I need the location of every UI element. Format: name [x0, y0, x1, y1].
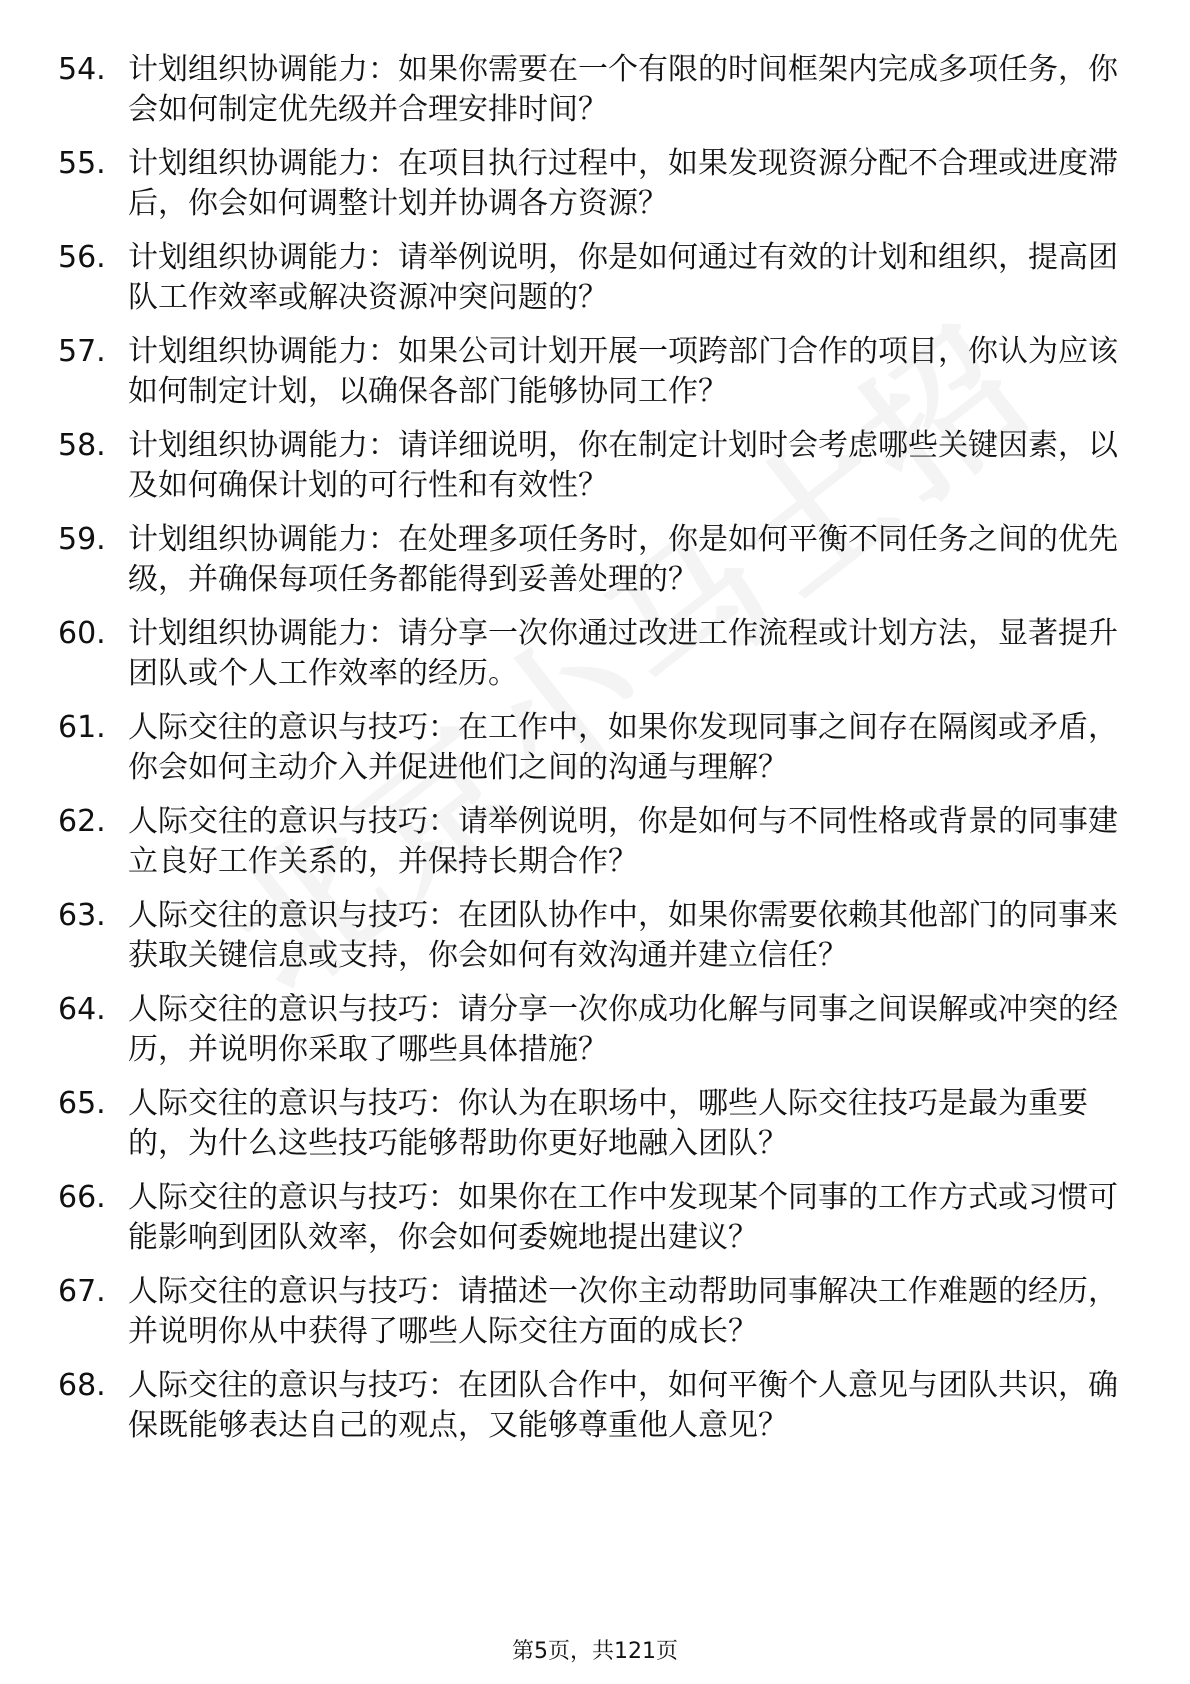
question-number: 55. [58, 146, 106, 181]
question-item [58, 990, 1118, 1070]
question-number: 67. [58, 1274, 106, 1309]
question-item [58, 426, 1118, 506]
question-text: 计划组织协调能力：在项目执行过程中，如果发现资源分配不合理或进度滞后，你会如何调整计划并协调各方资源？ [128, 146, 1118, 221]
question-item [58, 144, 1118, 224]
question-text: 人际交往的意识与技巧：请举例说明，你是如何与不同性格或背景的同事建立良好工作关系的，并保持长期合作？ [128, 804, 1118, 879]
question-number: 63. [58, 898, 106, 933]
question-item [58, 520, 1118, 600]
question-item [58, 50, 1118, 130]
question-number: 58. [58, 428, 106, 463]
question-text: 计划组织协调能力：如果公司计划开展一项跨部门合作的项目，你认为应该如何制定计划，以确保各部门能够协同工作？ [128, 334, 1118, 409]
question-item [58, 614, 1118, 694]
question-item [58, 802, 1118, 882]
question-item [58, 708, 1118, 788]
question-number: 59. [58, 522, 106, 557]
question-item [58, 238, 1118, 318]
question-number: 64. [58, 992, 106, 1027]
question-list [58, 50, 1118, 1460]
question-number: 56. [58, 240, 106, 275]
question-text: 人际交往的意识与技巧：你认为在职场中，哪些人际交往技巧是最为重要的，为什么这些技巧能够帮助你更好地融入团队？ [128, 1086, 1088, 1161]
question-text: 人际交往的意识与技巧：在团队协作中，如果你需要依赖其他部门的同事来获取关键信息或支持，你会如何有效沟通并建立信任？ [128, 898, 1118, 973]
question-text: 人际交往的意识与技巧：请描述一次你主动帮助同事解决工作难题的经历，并说明你从中获得了哪些人际交往方面的成长？ [128, 1274, 1118, 1349]
question-number: 61. [58, 710, 106, 745]
question-text: 计划组织协调能力：请分享一次你通过改进工作流程或计划方法，显著提升团队或个人工作效率的经历。 [128, 616, 1118, 691]
question-number: 68. [58, 1368, 106, 1403]
question-item [58, 332, 1118, 412]
question-number: 54. [58, 52, 106, 87]
question-item [58, 1366, 1118, 1446]
question-text: 人际交往的意识与技巧：如果你在工作中发现某个同事的工作方式或习惯可能影响到团队效率，你会如何委婉地提出建议？ [128, 1180, 1118, 1255]
question-item [58, 1272, 1118, 1352]
question-text: 计划组织协调能力：请详细说明，你在制定计划时会考虑哪些关键因素，以及如何确保计划的可行性和有效性？ [128, 428, 1118, 503]
question-text: 计划组织协调能力：请举例说明，你是如何通过有效的计划和组织，提高团队工作效率或解决资源冲突问题的？ [128, 240, 1118, 315]
question-number: 60. [58, 616, 106, 651]
question-text: 人际交往的意识与技巧：在工作中，如果你发现同事之间存在隔阂或矛盾，你会如何主动介入并促进他们之间的沟通与理解？ [128, 710, 1118, 785]
question-text: 计划组织协调能力：在处理多项任务时，你是如何平衡不同任务之间的优先级，并确保每项任务都能得到妥善处理的？ [128, 522, 1118, 597]
question-number: 62. [58, 804, 106, 839]
question-item [58, 896, 1118, 976]
question-text: 人际交往的意识与技巧：在团队合作中，如何平衡个人意见与团队共识，确保既能够表达自己的观点，又能够尊重他人意见？ [128, 1368, 1118, 1443]
question-item [58, 1084, 1118, 1164]
page-footer: 第5页，共121页 [512, 1639, 678, 1664]
question-number: 66. [58, 1180, 106, 1215]
question-text: 人际交往的意识与技巧：请分享一次你成功化解与同事之间误解或冲突的经历，并说明你采取了哪些具体措施？ [128, 992, 1118, 1067]
question-number: 65. [58, 1086, 106, 1121]
question-item [58, 1178, 1118, 1258]
question-number: 57. [58, 334, 106, 369]
question-text: 计划组织协调能力：如果你需要在一个有限的时间框架内完成多项任务，你会如何制定优先级并合理安排时间？ [128, 52, 1118, 127]
